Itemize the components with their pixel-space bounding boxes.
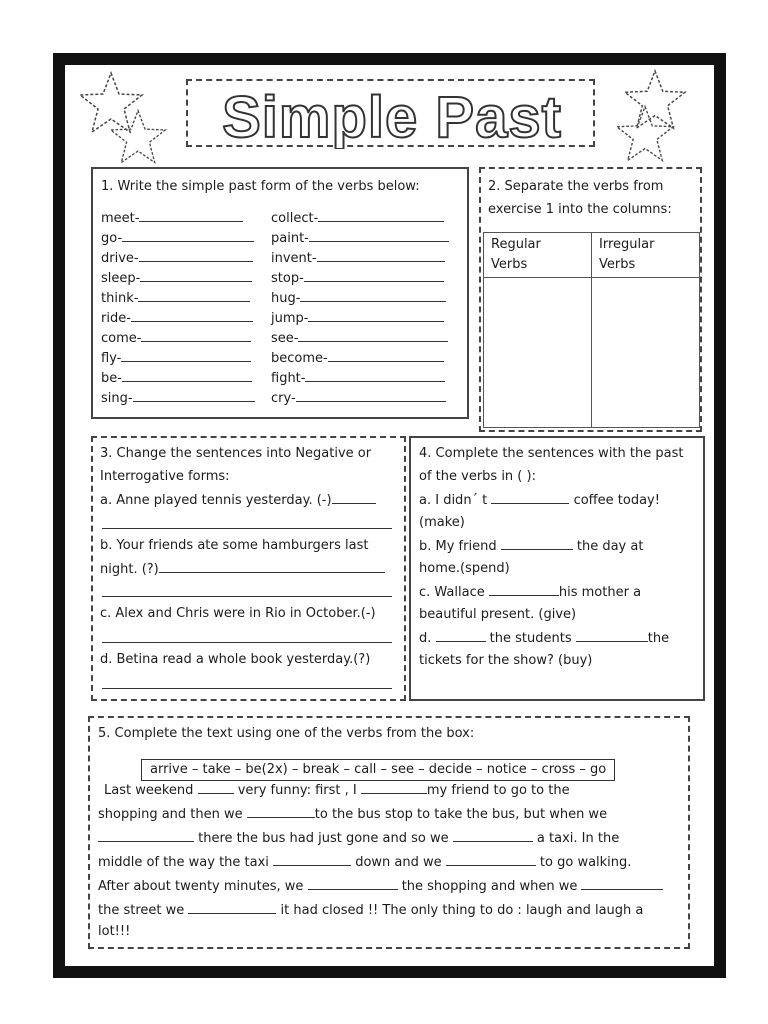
answer-blank[interactable] [296, 388, 446, 402]
answer-blank[interactable] [139, 208, 243, 222]
exercise-2-heading-line1: 2. Separate the verbs from [488, 179, 664, 194]
verb-item: be- [101, 368, 261, 388]
sentence-b: b. My friend the day at [419, 536, 643, 557]
sentence-c-line2: beautiful present. (give) [419, 607, 577, 622]
sentence-b-line2: night. (?) [100, 559, 385, 580]
answer-blank[interactable] [308, 876, 398, 890]
answer-blank[interactable] [361, 780, 427, 794]
verb-item: come- [101, 328, 261, 348]
exercise-4-heading-line1: 4. Complete the sentences with the past [419, 446, 684, 461]
answer-blank[interactable] [446, 852, 536, 866]
answer-blank[interactable] [436, 628, 486, 642]
text-line-1: Last weekend very funny: first , I my friend to go to the [104, 780, 570, 801]
verb-item: paint- [271, 228, 461, 248]
answer-blank[interactable] [188, 900, 276, 914]
text-line-4: middle of the way the taxi down and we to go walking. [98, 852, 631, 873]
answer-blank[interactable] [273, 852, 351, 866]
answer-blank[interactable] [247, 804, 315, 818]
sentence-b-line1: b. Your friends ate some hamburgers last [100, 538, 369, 553]
verb-item: sleep- [101, 268, 261, 288]
answer-blank[interactable] [139, 248, 253, 262]
star-icon [108, 108, 168, 166]
answer-blank[interactable] [309, 228, 449, 242]
answer-blank[interactable] [308, 308, 444, 322]
title-box [186, 79, 595, 147]
exercise-4-heading-line2: of the verbs in ( ): [419, 469, 536, 484]
answer-blank[interactable] [491, 490, 569, 504]
exercise-5-heading: 5. Complete the text using one of the verbs from the box: [98, 726, 475, 741]
text-line-5: After about twenty minutes, we the shopping and when we [98, 876, 663, 897]
answer-blank[interactable] [576, 628, 648, 642]
column-header-irregular: Irregular Verbs [592, 233, 700, 278]
exercise-3-heading-line2: Interrogative forms: [100, 469, 230, 484]
answer-blank[interactable] [133, 388, 255, 402]
verb-list-right [271, 208, 461, 408]
answer-blank[interactable] [317, 248, 445, 262]
exercise-3-heading-line1: 3. Change the sentences into Negative or [100, 446, 372, 461]
irregular-verbs-cell[interactable] [592, 278, 700, 428]
sentence-d: d. the students the [419, 628, 669, 649]
answer-blank[interactable] [581, 876, 663, 890]
exercise-1 [91, 167, 469, 419]
answer-line[interactable] [102, 596, 392, 597]
sentence-a-hint: (make) [419, 515, 465, 530]
verb-item: hug- [271, 288, 461, 308]
exercise-4 [409, 436, 705, 701]
sentence-b-hint: home.(spend) [419, 561, 510, 576]
answer-line[interactable] [102, 528, 392, 529]
answer-blank[interactable] [304, 268, 444, 282]
answer-line[interactable] [102, 688, 392, 689]
answer-blank[interactable] [131, 308, 253, 322]
answer-line[interactable] [102, 642, 392, 643]
sentence-c: c. Wallace his mother a [419, 582, 641, 603]
answer-blank[interactable] [122, 368, 252, 382]
verb-item: see- [271, 328, 461, 348]
sentence-d: d. Betina read a whole book yesterday.(?) [100, 652, 371, 667]
text-line-3: there the bus had just gone and so we a taxi. In the [98, 828, 619, 849]
star-icon [614, 104, 676, 164]
column-header-regular: Regular Verbs [484, 233, 592, 278]
verb-item: think- [101, 288, 261, 308]
sentence-c: c. Alex and Chris were in Rio in October.(-) [100, 606, 376, 621]
answer-blank[interactable] [121, 348, 251, 362]
text-line-2: shopping and then we to the bus stop to take the bus, but when we [98, 804, 607, 825]
sentence-a: a. Anne played tennis yesterday. (-) [100, 490, 376, 511]
verb-item: invent- [271, 248, 461, 268]
verb-list-left [101, 208, 261, 408]
sentence-a: a. I didn´ t coffee today! [419, 490, 660, 511]
answer-blank[interactable] [138, 288, 250, 302]
exercise-3 [91, 436, 406, 701]
verb-columns-table [483, 232, 700, 428]
verb-item: meet- [101, 208, 261, 228]
text-line-6: the street we it had closed !! The only thing to do : laugh and laugh a [98, 900, 643, 921]
verb-item: stop- [271, 268, 461, 288]
answer-blank[interactable] [453, 828, 533, 842]
answer-blank[interactable] [122, 228, 254, 242]
answer-blank[interactable] [318, 208, 444, 222]
sentence-d-line2: tickets for the show? (buy) [419, 653, 593, 668]
verb-item: sing- [101, 388, 261, 408]
verb-item: become- [271, 348, 461, 368]
regular-verbs-cell[interactable] [484, 278, 592, 428]
verb-item: ride- [101, 308, 261, 328]
answer-blank[interactable] [98, 828, 194, 842]
answer-blank[interactable] [489, 582, 559, 596]
verb-item: jump- [271, 308, 461, 328]
exercise-5 [88, 716, 690, 949]
answer-blank[interactable] [198, 780, 234, 794]
verb-item: collect- [271, 208, 461, 228]
answer-blank[interactable] [298, 328, 448, 342]
verb-item: cry- [271, 388, 461, 408]
answer-blank[interactable] [300, 288, 446, 302]
word-box: arrive – take – be(2x) – break – call – see – decide – notice – cross – go [141, 759, 615, 781]
text-line-7: lot!!! [98, 924, 131, 939]
answer-blank[interactable] [159, 559, 385, 573]
exercise-2-heading-line2: exercise 1 into the columns: [488, 202, 672, 217]
verb-item: fight- [271, 368, 461, 388]
exercise-1-heading: 1. Write the simple past form of the verbs below: [101, 179, 420, 194]
answer-blank[interactable] [501, 536, 573, 550]
answer-blank[interactable] [141, 328, 251, 342]
answer-blank[interactable] [305, 368, 445, 382]
exercise-2 [479, 167, 702, 432]
verb-item: fly- [101, 348, 261, 368]
answer-blank[interactable] [328, 348, 444, 362]
verb-item: go- [101, 228, 261, 248]
answer-blank[interactable] [140, 268, 252, 282]
verb-item: drive- [101, 248, 261, 268]
page-title: Simple Past [222, 85, 562, 149]
answer-blank[interactable] [332, 490, 376, 504]
